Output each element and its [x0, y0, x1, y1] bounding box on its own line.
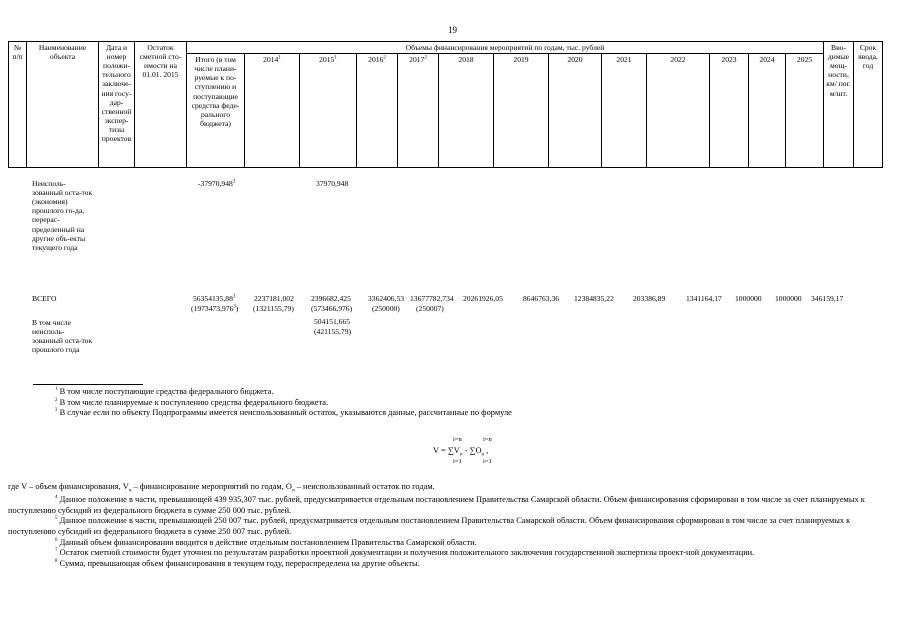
total-2021: 203386,89	[633, 294, 666, 303]
header-year: 2019	[494, 54, 549, 168]
header-year: 2020	[549, 54, 602, 168]
total-2023: 1000000	[735, 294, 762, 303]
footnotes-top	[33, 387, 893, 419]
page-number: 19	[448, 25, 457, 35]
row-label-total: ВСЕГО	[32, 294, 57, 303]
total-2015-fed: (573466,976)	[311, 304, 353, 313]
total-2022: 1341164,17	[686, 294, 722, 303]
incl-2015: 504151,665	[314, 317, 351, 326]
total-2016: 3362406,53	[368, 294, 405, 303]
header-group: Объемы финансирования мероприятий по годам, тыс. рублей	[187, 42, 824, 54]
table-body	[8, 179, 905, 384]
footnote-5: $^5$ Данное положение в части, превышающей 250 007 тыс. рублей, предусматривается отдельным постановлением Правительства Самарской области. Объем финансирования сформирован в том числе за счет планируемых к поступлению субсидий из федерального бюджета в сумме 250 007 тыс. рублей.	[8, 516, 851, 537]
formula: i=n i=n $V = \sum V_п - \sum O_п$ , i=1 i=1	[433, 436, 492, 465]
financing-table	[8, 41, 883, 168]
footnote-2: $^2$ В том числе планируемые к поступлению средства федерального бюджета.	[55, 397, 329, 407]
total-2024: 1000000	[775, 294, 802, 303]
header-year: 2014$^1$	[245, 54, 300, 168]
incl-2015-fed: (421155,79)	[314, 327, 352, 336]
row-label-unused: Неисполь-зованный оста-ток (экономия) прошлого го-да, перерас-пределенный на другие объ-екты текущего года	[32, 179, 93, 252]
header-year: 2015$^1$	[300, 54, 357, 168]
footnote-7: $^7$ Остаток сметной стоимости будет уточнен по результатам разработки проектной документации и получения положительного заключения государственной экспертизы проект-ной документации.	[55, 548, 755, 558]
total-2015: 2396682,425	[311, 294, 351, 303]
total-itogo-fed: (1973473,976$^3$)	[191, 304, 239, 313]
footnote-where: где V – объем финансирования, $V_п$ – финансирование мероприятий по годам, $O_п$ – неиспользованный остаток по годам.	[8, 482, 435, 494]
unused-2015: 37970,948	[316, 179, 349, 188]
total-2017-fed: (250007)	[416, 304, 444, 313]
footnote-1: $^1$ В том числе поступающие средства федерального бюджета.	[55, 387, 274, 396]
header-year: 2022	[647, 54, 710, 168]
total-2019: 8646763,36	[523, 294, 560, 303]
header-total: Итого (в том числе плани-руемые к по-ступлению и поступающие средства феде-рального бюджета)	[187, 54, 245, 168]
total-2017: 13677782,734	[410, 294, 454, 303]
footnote-separator	[33, 384, 143, 385]
footnote-4: $^4$ Данное положение в части, превышающей 439 935,307 тыс. рублей, предусматривается отдельным постановлением Правительства Самарской области. Объем финансирования сформирован в том числе за счет планируемых к поступлению субсидий из федерального бюджета в сумме 250 000 тыс. рублей.	[8, 495, 865, 515]
unused-total: -37970,948$^3$	[198, 179, 236, 188]
header-estimate: Остаток сметной сто-имости на 01.01. 2015	[135, 42, 187, 168]
footnote-8: $^8$ Сумма, превышающая объем финансирования в текущем году, перераспределена на другие объекты.	[55, 559, 420, 569]
footnotes-bottom	[8, 482, 893, 570]
total-2014: 2237181,002	[254, 294, 294, 303]
row-label-incl: В том числе неисполь-зованный оста-ток прошлого года	[32, 318, 93, 355]
header-date: Дата и номер положи-тельного заключе-ния госу-дар-ственной экспер-тизы проектов	[99, 42, 135, 168]
header-year: 2017$^2$	[398, 54, 439, 168]
header-num: № п/п	[9, 42, 27, 168]
header-term: Срок ввода, год	[854, 42, 883, 168]
header-year: 2023	[710, 54, 749, 168]
header-name: Наименование объекта	[27, 42, 99, 168]
header-capacity: Вво-димые мощ-ности, км/ пог. м/шт.	[824, 42, 854, 168]
total-2020: 12384835,22	[574, 294, 614, 303]
footnote-6: $^6$ Данный объем финансирования вводится в действие отдельным постановлением Правительства Самарской области.	[55, 537, 477, 547]
header-year: 2016$^2$	[357, 54, 398, 168]
total-2014-fed: (1321155,79)	[253, 304, 294, 313]
header-year: 2018	[439, 54, 494, 168]
footnote-3: $^3$ В случае если по объекту Подпрограммы имеется неиспользованный остаток, указываются данные, рассчитанные по формуле	[55, 408, 512, 418]
total-itogo: 56354135,88$^3$	[193, 294, 236, 303]
header-year: 2024	[749, 54, 786, 168]
header-year: 2025	[786, 54, 824, 168]
total-2016-fed: (250000)	[372, 304, 400, 313]
header-year: 2021	[602, 54, 647, 168]
total-2025: 346159,17	[811, 294, 844, 303]
total-2018: 20261926,05	[463, 294, 503, 303]
